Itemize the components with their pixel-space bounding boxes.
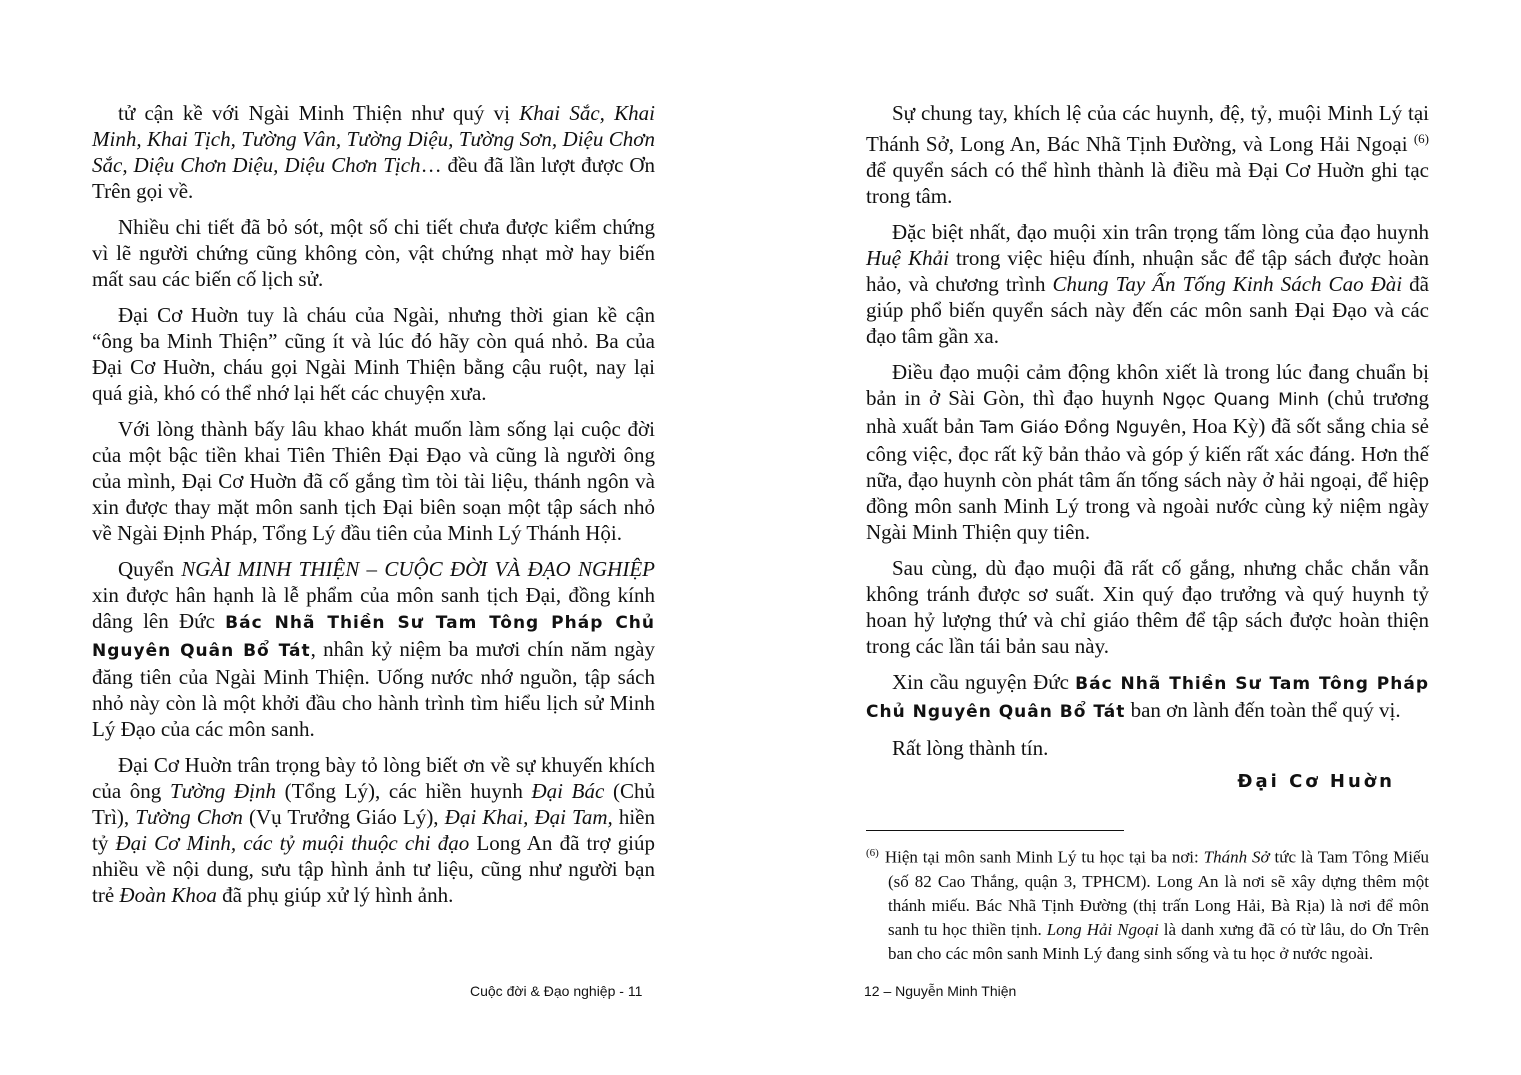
- right-page: [866, 100, 1429, 966]
- paragraph: Xin cầu nguyện Đức Bác Nhã Thiền Sư Tam Tông Pháp Chủ Nguyên Quân Bổ Tát ban ơn lành đến toàn thể quý vị.: [866, 670, 1429, 722]
- paragraph: Quyển NGÀI MINH THIỆN – CUỘC ĐỜI VÀ ĐẠO NGHIỆP xin được hân hạnh là lễ phẩm của môn sanh tịch Đại, đồng kính dâng lên Đức Bác Nhã Thiền Sư Tam Tông Pháp Chủ Nguyên Quân Bổ Tát, nhân kỷ niệm ba mươi chín năm ngày đăng tiên của Ngài Minh Thiện. Uống nước nhớ nguồn, tập sách nhỏ này còn là một khởi đầu cho hành trình tìm hiểu lịch sử Minh Lý Đạo của các môn sanh.: [92, 557, 655, 741]
- paragraph: Điều đạo muội cảm động khôn xiết là trong lúc đang chuẩn bị bản in ở Sài Gòn, thì đạo huynh Ngọc Quang Minh (chủ trương nhà xuất bản Tam Giáo Đồng Nguyên, Hoa Kỳ) đã sốt sắng chia sẻ công việc, đọc rất kỹ bản thảo và góp ý kiến rất xác đáng. Hơn thế nữa, đạo huynh còn phát tâm ấn tống sách này ở hải ngoại, để hiệp đồng môn sanh Minh Lý trong và ngoài nước cùng kỷ niệm ngày Ngài Minh Thiện quy tiên.: [866, 360, 1430, 544]
- paragraph: Sau cùng, dù đạo muội đã rất cố gắng, nhưng chắc chắn vẫn không tránh được sơ suất. Xin quý đạo trưởng và quý huynh tỷ hoan hỷ lượng thứ và chỉ giáo thêm để tập sách được hoàn thiện trong các lần tái bản sau này.: [866, 556, 1429, 658]
- paragraph: Với lòng thành bấy lâu khao khát muốn làm sống lại cuộc đời của một bậc tiền khai Tiên Thiên Đại Đạo và cũng là người ông của mình, Đại Cơ Huờn đã cố gắng tìm tòi tài liệu, thánh ngôn và xin được thay mặt môn sanh tịch Đại biên soạn một tập sách nhỏ về Ngài Định Pháp, Tổng Lý đầu tiên của Minh Lý Thánh Hội.: [92, 417, 655, 545]
- signature: Đại Cơ Huờn: [1237, 771, 1395, 792]
- paragraph: Sự chung tay, khích lệ của các huynh, đệ, tỷ, muội Minh Lý tại Thánh Sở, Long An, Bác Nhã Tịnh Đường, và Long Hải Ngoại $^{(6)}$ để quyển sách có thể hình thành là điều mà Đại Cơ Huờn ghi tạc trong tâm.: [866, 101, 1429, 208]
- paragraph: tử cận kề với Ngài Minh Thiện như quý vị Khai Sắc, Khai Minh, Khai Tịch, Tường Vân, Tường Diệu, Tường Sơn, Diệu Chơn Sắc, Diệu Chơn Diệu, Diệu Chơn Tịch… đều đã lần lượt được Ơn Trên gọi về.: [92, 101, 655, 203]
- footnote-divider: [866, 830, 1124, 831]
- paragraph: Nhiều chi tiết đã bỏ sót, một số chi tiết chưa được kiểm chứng vì lẽ người chứng cũng không còn, vật chứng nhạt mờ hay biến mất sau các biến cố lịch sử.: [92, 215, 655, 291]
- footnote-ref: (6): [1413, 131, 1429, 146]
- left-page: [92, 100, 655, 918]
- left-page-number: Cuộc đời & Đạo nghiệp - 11: [470, 983, 643, 999]
- paragraph: Đặc biệt nhất, đạo muội xin trân trọng tấm lòng của đạo huynh Huệ Khải trong việc hiệu đính, nhuận sắc để tập sách được hoàn hảo, và chương trình Chung Tay Ấn Tống Kinh Sách Cao Đài đã giúp phổ biến quyển sách này đến các môn sanh Đại Đạo và các đạo tâm gần xa.: [866, 220, 1429, 348]
- closing-line: Rất lòng thành tín.: [892, 736, 1049, 760]
- paragraph: Đại Cơ Huờn tuy là cháu của Ngài, nhưng thời gian kề cận “ông ba Minh Thiện” cũng ít và lúc đó hãy còn quá nhỏ. Ba của Đại Cơ Huờn, cháu gọi Ngài Minh Thiện bằng cậu ruột, nay lại quá già, khó có thể nhớ lại hết các chuyện xưa.: [92, 303, 655, 405]
- right-page-number: 12 – Nguyễn Minh Thiện: [864, 983, 1017, 999]
- footnote: $^{(6)}$ Hiện tại môn sanh Minh Lý tu học tại ba nơi: Thánh Sở tức là Tam Tông Miếu (số 82 Cao Thắng, quận 3, TPHCM). Long An là nơi sẽ xây dựng thêm một thánh miếu. Bác Nhã Tịnh Đường (thị trấn Long Hải, Bà Rịa) là nơi để môn sanh tu học thiền tịnh. Long Hải Ngoại là danh xưng đã có từ lâu, do Ơn Trên ban cho các môn sanh Minh Lý đang sinh sống và tu học ở nước ngoài.: [866, 847, 1430, 963]
- paragraph: Đại Cơ Huờn trân trọng bày tỏ lòng biết ơn về sự khuyến khích của ông Tường Định (Tổng Lý), các hiền huynh Đại Bác (Chủ Trì), Tường Chơn (Vụ Trưởng Giáo Lý), Đại Khai, Đại Tam, hiền tỷ Đại Cơ Minh, các tỷ muội thuộc chi đạo Long An đã trợ giúp nhiều về nội dung, sưu tập hình ảnh tư liệu, cũng như người bạn trẻ Đoàn Khoa đã phụ giúp xử lý hình ảnh.: [92, 753, 656, 907]
